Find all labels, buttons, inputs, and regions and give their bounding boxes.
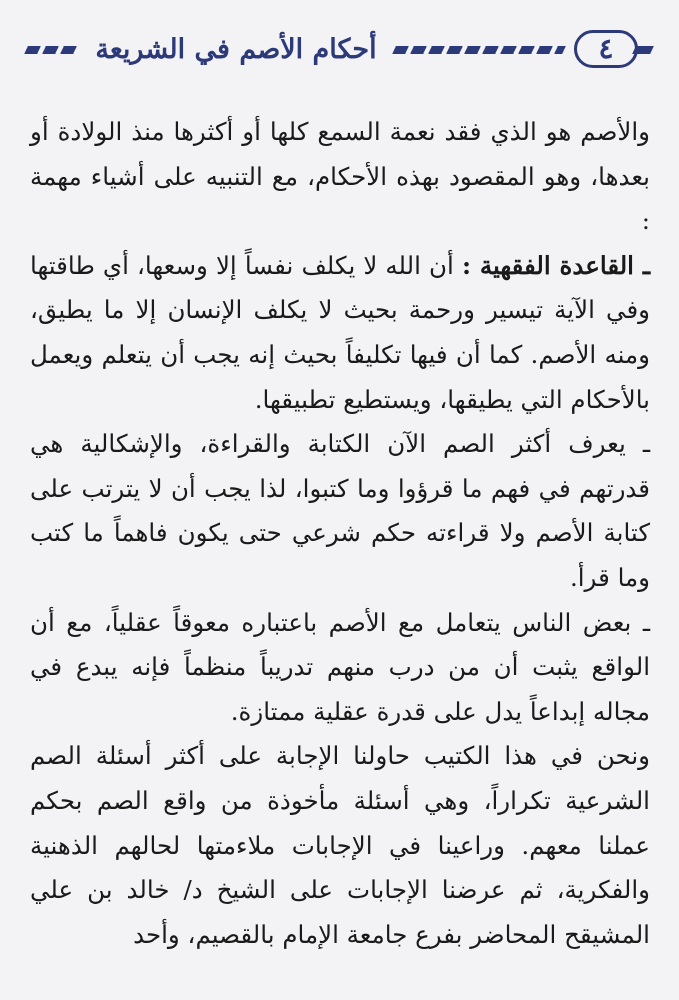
page-number: ٤: [574, 30, 638, 68]
paragraph-mental-ability: ـ بعض الناس يتعامل مع الأصم باعتباره معوقاً عقلياً، مع أن الواقع يثبت أن من درب منهم تدريباً منظماً فإنه يبدع في مجاله إبداعاً يدل على قدرة عقلية ممتازة.: [30, 607, 650, 726]
page-body: [30, 110, 650, 957]
book-title: أحكام الأصم في الشريعة: [95, 34, 377, 65]
paragraph-definition: والأصم هو الذي فقد نعمة السمع كلها أو أكثرها منذ الولادة أو بعدها، وهو المقصود بهذه الأحكام، مع التنبيه على أشياء مهمة :: [30, 117, 650, 236]
running-header: [22, 28, 652, 72]
paragraph-literacy: ـ يعرف أكثر الصم الآن الكتابة والقراءة، والإشكالية هي قدرتهم في فهم ما قرؤوا وما كتبوا، لذا يجب أن لا يترتب على كتابة الأصم ولا قراءته حكم شرعي حتى يكون فاهماً ما كتب وما قرأ.: [30, 429, 650, 592]
paragraph-booklet-intro: ونحن في هذا الكتيب حاولنا الإجابة على أكثر أسئلة الصم الشرعية تكراراً، وهي أسئلة مأخوذة من واقع الصم بحكم عملنا معهم. وراعينا في الإجابات ملاءمتها لحالهم الذهنية والفكرية، ثم عرضنا الإجابات على الشيخ د/ خالد بن علي المشيقح المحاضر بفرع جامعة الإمام بالقصيم، وأحد: [30, 741, 650, 949]
fiqh-rule-heading: ـ القاعدة الفقهية :: [461, 250, 650, 280]
paragraph-fiqh-rule: [30, 244, 650, 422]
header-dash-ornament-middle: [392, 46, 566, 54]
header-dash-ornament-left: [24, 46, 78, 54]
fiqh-rule-text: أن الله لا يكلف نفساً إلا وسعها، أي طاقتها وفي الآية تيسير ورحمة بحيث لا يكلف الإنسان إلا ما يطيق، ومنه الأصم. كما أن فيها تكليفاً بحيث إنه يجب أن يتعلم ويعمل بالأحكام التي يطيقها، ويستطيع تطبيقها.: [30, 250, 650, 414]
header-dash-ornament-right: [632, 46, 654, 54]
